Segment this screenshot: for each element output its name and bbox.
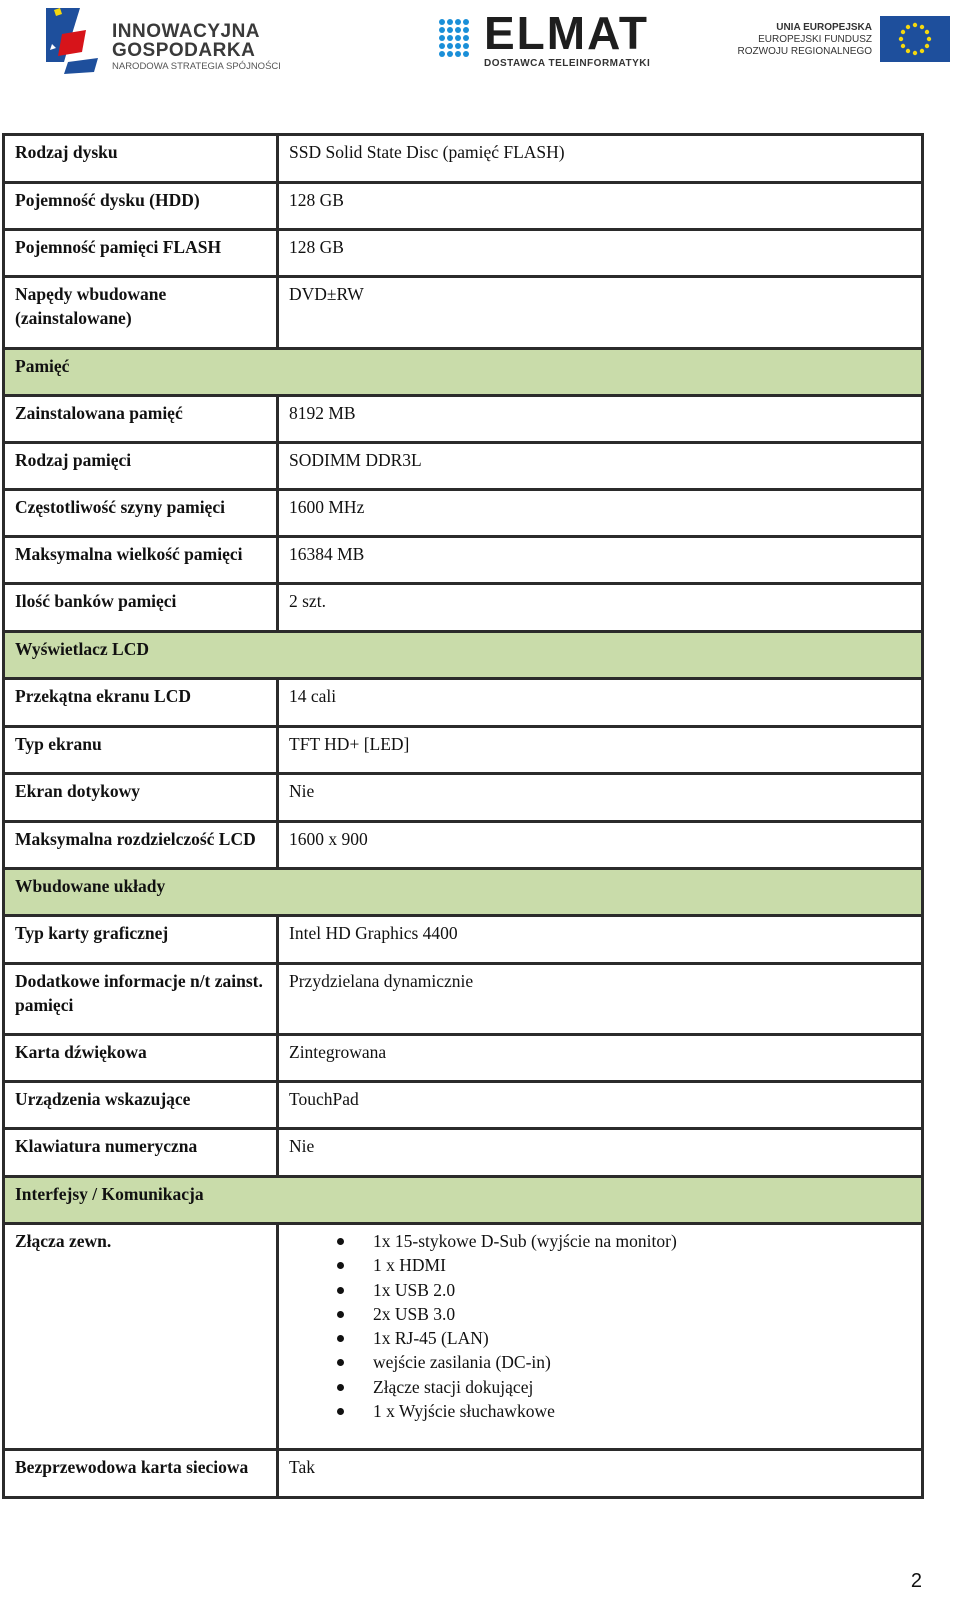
table-row <box>4 183 923 230</box>
page-header <box>0 0 960 90</box>
spec-value: Tak <box>278 1450 923 1498</box>
spec-value: 128 GB <box>278 183 923 230</box>
spec-label: Zainstalowana pamięć <box>4 396 278 443</box>
list-item: 1x USB 2.0 <box>337 1278 911 1302</box>
spec-value: SSD Solid State Disc (pamięć FLASH) <box>278 135 923 183</box>
spec-value: TFT HD+ [LED] <box>278 727 923 774</box>
connectors-cell <box>278 1224 923 1450</box>
spec-value: 128 GB <box>278 230 923 277</box>
table-row <box>4 230 923 277</box>
elmat-name: ELMAT <box>484 7 650 59</box>
table-row <box>4 916 923 964</box>
table-row <box>4 679 923 727</box>
spec-label: Ekran dotykowy <box>4 774 278 822</box>
table-row <box>4 1224 923 1450</box>
spec-label: Maksymalna wielkość pamięci <box>4 537 278 584</box>
list-item: Złącze stacji dokującej <box>337 1375 911 1399</box>
spec-label: Przekątna ekranu LCD <box>4 679 278 727</box>
spec-label: Maksymalna rozdzielczość LCD <box>4 822 278 869</box>
eu-logo <box>737 16 950 66</box>
elmat-dots-icon <box>438 18 474 58</box>
table-row <box>4 443 923 490</box>
spec-value: 14 cali <box>278 679 923 727</box>
spec-label: Ilość banków pamięci <box>4 584 278 632</box>
table-row <box>4 396 923 443</box>
spec-value: 2 szt. <box>278 584 923 632</box>
spec-value: Przydzielana dynamicznie <box>278 964 923 1035</box>
table-row <box>4 1082 923 1129</box>
spec-label: Częstotliwość szyny pamięci <box>4 490 278 537</box>
elmat-tagline: DOSTAWCA TELEINFORMATYKI <box>484 58 651 69</box>
eu-flag-icon <box>880 16 950 62</box>
list-item: 1 x HDMI <box>337 1253 911 1277</box>
spec-value: 8192 MB <box>278 396 923 443</box>
table-row <box>4 1035 923 1082</box>
eu-line2: EUROPEJSKI FUNDUSZ <box>758 34 872 45</box>
spec-label: Dodatkowe informacje n/t zainst. pamięci <box>4 964 278 1035</box>
spec-value: SODIMM DDR3L <box>278 443 923 490</box>
section-title: Wbudowane układy <box>4 869 923 916</box>
list-item: 1 x Wyjście słuchawkowe <box>337 1399 911 1423</box>
table-row <box>4 584 923 632</box>
spec-value: Intel HD Graphics 4400 <box>278 916 923 964</box>
spec-label: Rodzaj pamięci <box>4 443 278 490</box>
table-row <box>4 774 923 822</box>
spec-label: Złącza zewn. <box>4 1224 278 1450</box>
spec-value: 1600 x 900 <box>278 822 923 869</box>
spec-label: Pojemność dysku (HDD) <box>4 183 278 230</box>
eu-text <box>738 22 872 58</box>
spec-label: Typ ekranu <box>4 727 278 774</box>
table-row <box>4 135 923 183</box>
spec-value: Nie <box>278 1129 923 1177</box>
table-row <box>4 277 923 349</box>
section-header <box>4 349 923 396</box>
table-row <box>4 964 923 1035</box>
spec-label: Typ karty graficznej <box>4 916 278 964</box>
spec-label: Rodzaj dysku <box>4 135 278 183</box>
table-row <box>4 490 923 537</box>
spec-value: 1600 MHz <box>278 490 923 537</box>
spec-label: Urządzenia wskazujące <box>4 1082 278 1129</box>
spec-value: Nie <box>278 774 923 822</box>
spec-value: 16384 MB <box>278 537 923 584</box>
list-item: wejście zasilania (DC-in) <box>337 1350 911 1374</box>
section-title: Interfejsy / Komunikacja <box>4 1177 923 1224</box>
page-number: 2 <box>910 1570 922 1592</box>
connectors-list <box>289 1229 911 1423</box>
spec-label: Karta dźwiękowa <box>4 1035 278 1082</box>
table-row <box>4 822 923 869</box>
spec-label: Bezprzewodowa karta sieciowa <box>4 1450 278 1498</box>
spec-value: TouchPad <box>278 1082 923 1129</box>
innowacyjna-gospodarka-logo <box>42 4 302 78</box>
spec-value: DVD±RW <box>278 277 923 349</box>
table-row <box>4 1450 923 1498</box>
table-row <box>4 727 923 774</box>
section-title: Pamięć <box>4 349 923 396</box>
ig-title-line2: GOSPODARKA <box>112 40 256 61</box>
section-header <box>4 869 923 916</box>
ig-title-line1: INNOWACYJNA <box>112 21 261 42</box>
section-title: Wyświetlacz LCD <box>4 632 923 679</box>
eu-line3: ROZWOJU REGIONALNEGO <box>737 46 872 57</box>
ig-subtitle: NARODOWA STRATEGIA SPÓJNOŚCI <box>112 61 281 72</box>
eu-line1: UNIA EUROPEJSKA <box>776 22 872 33</box>
spec-label: Pojemność pamięci FLASH <box>4 230 278 277</box>
spec-label: Klawiatura numeryczna <box>4 1129 278 1177</box>
table-row <box>4 537 923 584</box>
list-item: 1x 15-stykowe D-Sub (wyjście na monitor) <box>337 1229 911 1253</box>
list-item: 2x USB 3.0 <box>337 1302 911 1326</box>
innowacyjna-flag-icon <box>42 4 102 76</box>
section-header <box>4 632 923 679</box>
elmat-logo <box>438 7 688 70</box>
section-header <box>4 1177 923 1224</box>
list-item: 1x RJ-45 (LAN) <box>337 1326 911 1350</box>
spec-value: Zintegrowana <box>278 1035 923 1082</box>
table-row <box>4 1129 923 1177</box>
spec-table <box>2 133 924 1499</box>
spec-label: Napędy wbudowane (zainstalowane) <box>4 277 278 349</box>
